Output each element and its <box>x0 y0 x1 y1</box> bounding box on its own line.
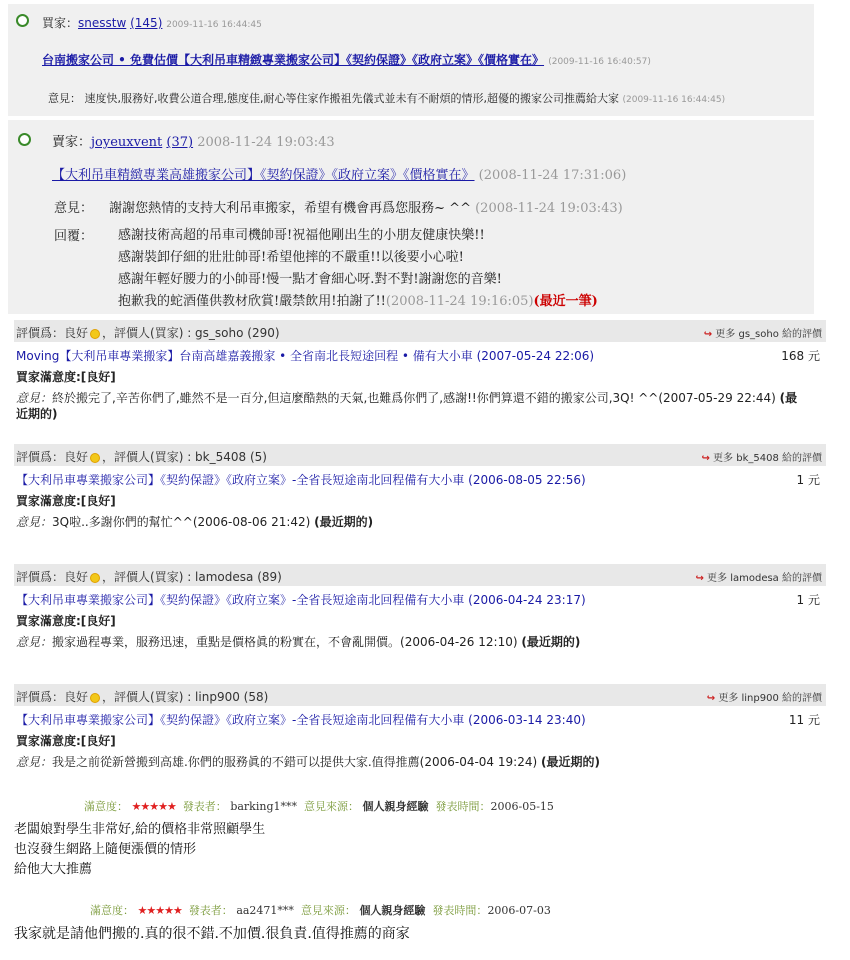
arrow-icon: ↪ <box>703 329 713 340</box>
rating-block <box>14 564 826 680</box>
rater-info: ，評價人(買家) : lamodesa (89) <box>102 570 282 584</box>
source-label: 意見來源： <box>303 800 359 813</box>
item-title-link[interactable]: Moving【大利吊車專業搬家】台南高雄嘉義搬家 • 全省南北長短途回程 • 備有大小車 (2007-05-24 22:06) <box>16 349 595 363</box>
seller-label: 賣家： <box>52 135 92 150</box>
opinion-text: 謝謝您熱情的支持大利吊車搬家，希望有機會再爲您服務~ ^^ <box>109 201 471 216</box>
more-ratings-link[interactable]: 更多 lamodesa 給的評價 <box>707 573 822 584</box>
rater-info: ，評價人(買家) : linp900 (58) <box>102 690 269 704</box>
rating-block <box>14 320 826 436</box>
reply-line-last <box>118 291 598 313</box>
smile-icon <box>90 453 100 463</box>
opinion-line <box>48 90 725 106</box>
opinion-label: 意見： <box>16 515 53 529</box>
item-time: (2009-11-16 16:40:57) <box>548 57 651 67</box>
circle-icon <box>16 14 29 27</box>
seller-name-link[interactable]: joyeuxvent <box>91 135 163 150</box>
review-time: 2006-07-03 <box>487 904 551 917</box>
opinion-label: 意見： <box>16 635 53 649</box>
review-line: 我家就是請他們搬的.真的很不錯.不加價.很負責.值得推薦的商家 <box>14 926 410 942</box>
recent-badge: (最近期的) <box>521 635 581 649</box>
price: 11 元 <box>788 713 820 727</box>
item-link[interactable]: 台南搬家公司 • 免費估價【大利吊車精緻專業搬家公司】《契約保證》《政府立案》《價格實在》 <box>42 53 545 67</box>
price: 1 元 <box>796 593 820 607</box>
rating-label: 評價爲：良好 <box>16 570 89 584</box>
satisfaction: 買家滿意度:[良好] <box>16 734 116 748</box>
opinion-label: 意見： <box>48 92 81 105</box>
review-block <box>14 902 814 952</box>
source: 個人親身經驗 <box>359 904 426 917</box>
source-label: 意見來源： <box>300 904 356 917</box>
seller-count-link[interactable]: (37) <box>166 135 194 150</box>
recent-badge: (最近期的) <box>540 755 600 769</box>
seller-line <box>52 131 335 150</box>
rating-label: 評價爲：良好 <box>16 690 89 704</box>
opinion-text: 速度快,服務好,收費公道合理,態度佳,耐心等住家作搬祖先儀式並未有不耐煩的情形,超優的搬家公司推薦給大家 <box>84 92 619 105</box>
item-time: (2008-11-24 17:31:06) <box>478 168 627 183</box>
price: 168 元 <box>781 349 820 363</box>
opinion-text: 終於搬完了,辛苦你們了,雖然不是一百分,但這麼酷熱的天氣,也難爲你們了,感謝!!你們算還不錯的搬家公司,3Q! ^^(2007-05-29 22:44) <box>52 391 776 405</box>
review-meta <box>84 798 554 814</box>
opinion-line <box>54 197 623 216</box>
recent-badge: (最近期的) <box>16 391 798 421</box>
author: barking1*** <box>230 800 297 813</box>
smile-icon <box>90 329 100 339</box>
time-label: 發表時間： <box>432 904 488 917</box>
source: 個人親身經驗 <box>362 800 429 813</box>
item-title-link[interactable]: 【大利吊車專業搬家公司】《契約保證》《政府立案》-全省長短途南北回程備有大小車 (2006-03-14 23:40) <box>16 713 586 727</box>
review-text <box>14 820 265 880</box>
star-icon: ★★★★★ <box>131 800 176 813</box>
feedback-block-1 <box>8 4 814 116</box>
author-label: 發表者： <box>188 904 233 917</box>
reply-line: 感謝年輕好腰力的小帥哥!慢一點才會細心呀.對不對!謝謝您的音樂! <box>118 272 502 287</box>
author: aa2471*** <box>236 904 294 917</box>
rating-block <box>14 444 826 560</box>
buyer-line <box>42 14 262 31</box>
opinion <box>16 634 806 650</box>
arrow-icon: ↪ <box>701 453 710 464</box>
buyer-name-link[interactable]: snesstw <box>78 16 127 30</box>
rating-label: 評價爲：良好 <box>16 450 89 464</box>
satisfaction-label: 滿意度： <box>84 800 128 813</box>
rating-header <box>14 564 826 586</box>
reply-line: 抱歉我的蛇酒僅供教材欣賞!嚴禁飲用!拍謝了!! <box>118 294 386 309</box>
rating-header <box>14 684 826 706</box>
opinion <box>16 754 806 770</box>
reply-line: 感謝裝卸仔細的壯壯帥哥!希望他摔的不嚴重!!以後要小心啦! <box>118 250 464 265</box>
item-line <box>52 164 626 183</box>
item-line <box>42 51 651 68</box>
opinion-text: 我是之前從新營搬到高雄.你們的服務眞的不錯可以提供大家.值得推薦(2006-04-04 19:24) <box>52 755 538 769</box>
review-time: 2006-05-15 <box>490 800 554 813</box>
rating-header <box>14 320 826 342</box>
satisfaction: 買家滿意度:[良好] <box>16 494 116 508</box>
rater-info: ，評價人(買家) : gs_soho (290) <box>102 326 280 340</box>
review-text <box>14 924 410 944</box>
feedback-block-2 <box>8 120 814 314</box>
opinion <box>16 514 806 530</box>
price: 1 元 <box>796 473 820 487</box>
opinion-label: 意見： <box>54 201 94 216</box>
smile-icon <box>90 693 100 703</box>
more-ratings-link[interactable]: 更多 gs_soho 給的評價 <box>715 329 822 340</box>
reply-line: 感謝技術高超的吊車司機帥哥!祝福他剛出生的小朋友健康快樂!! <box>118 228 485 243</box>
buyer-time: 2009-11-16 16:44:45 <box>166 20 262 30</box>
rating-block <box>14 684 826 800</box>
arrow-icon: ↪ <box>706 693 716 704</box>
buyer-label: 買家： <box>42 16 79 30</box>
recent-badge: (最近一筆) <box>533 294 598 309</box>
opinion-label: 意見： <box>16 391 53 405</box>
opinion-time: (2008-11-24 19:03:43) <box>475 201 623 216</box>
satisfaction-label: 滿意度： <box>90 904 134 917</box>
rating-label: 評價爲：良好 <box>16 326 89 340</box>
opinion <box>16 390 806 422</box>
review-block <box>14 798 814 888</box>
review-meta <box>90 902 551 918</box>
satisfaction: 買家滿意度:[良好] <box>16 370 116 384</box>
opinion-label: 意見： <box>16 755 53 769</box>
item-title-link[interactable]: 【大利吊車專業搬家公司】《契約保證》《政府立案》-全省長短途南北回程備有大小車 (2006-04-24 23:17) <box>16 593 586 607</box>
review-line: 也沒發生網路上隨便漲價的情形 <box>14 842 197 857</box>
recent-badge: (最近期的) <box>314 515 374 529</box>
satisfaction: 買家滿意度:[良好] <box>16 614 116 628</box>
buyer-count-link[interactable]: (145) <box>130 16 163 30</box>
reply-time: (2008-11-24 19:16:05) <box>385 294 534 309</box>
more-ratings-link[interactable]: 更多 bk_5408 給的評價 <box>713 453 822 464</box>
opinion-text: 搬家過程專業，服務迅速，重點是價格眞的粉實在，不會亂開價。(2006-04-26 12:10) <box>52 635 518 649</box>
reply-lines <box>118 225 598 313</box>
rating-header <box>14 444 826 466</box>
item-title-link[interactable]: 【大利吊車專業搬家公司】《契約保證》《政府立案》-全省長短途南北回程備有大小車 (2006-08-05 22:56) <box>16 473 586 487</box>
rater-info: ，評價人(買家) : bk_5408 (5) <box>102 450 267 464</box>
opinion-text: 3Q啦..多謝你們的幫忙^^(2006-08-06 21:42) <box>52 515 311 529</box>
reply-label: 回覆： <box>54 229 94 244</box>
star-icon: ★★★★★ <box>137 904 182 917</box>
time-label: 發表時間： <box>435 800 491 813</box>
seller-time: 2008-11-24 19:03:43 <box>197 135 335 150</box>
circle-icon <box>18 133 31 146</box>
author-label: 發表者： <box>182 800 227 813</box>
smile-icon <box>90 573 100 583</box>
item-link[interactable]: 【大利吊車精緻專業高雄搬家公司】《契約保證》《政府立案》《價格實在》 <box>52 168 475 183</box>
more-ratings-link[interactable]: 更多 linp900 給的評價 <box>718 693 822 704</box>
opinion-time: (2009-11-16 16:44:45) <box>622 95 726 105</box>
arrow-icon: ↪ <box>695 573 704 584</box>
review-line: 給他大大推薦 <box>14 862 93 877</box>
review-line: 老闆娘對學生非常好,給的價格非常照顧學生 <box>14 822 266 837</box>
